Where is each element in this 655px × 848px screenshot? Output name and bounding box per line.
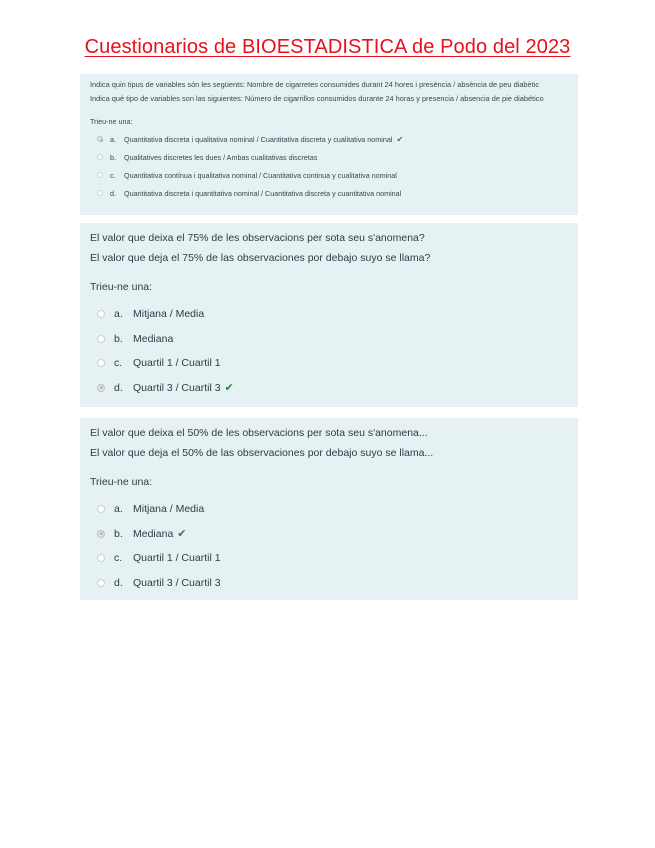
answer-option-a[interactable]	[90, 130, 568, 148]
option-label: Mitjana / Media	[133, 503, 205, 516]
answer-option-c[interactable]	[90, 546, 568, 571]
option-letter: b.	[114, 332, 123, 345]
option-label: Quartil 1 / Cuartil 1	[133, 552, 221, 565]
question-text-catalan: Indica quin tipus de variables són les següents: Nombre de cigarretes consumides durant 24 hores i presència / absència de peu diabètic	[90, 80, 540, 89]
check-icon: ✔	[396, 134, 404, 144]
option-label: Quartil 1 / Cuartil 1	[133, 357, 221, 370]
question-card-3	[80, 418, 578, 600]
option-label: Quantitativa contínua i qualitativa nominal / Cuantitativa continua y cualitativa nominal	[124, 170, 397, 180]
answer-option-b[interactable]	[90, 327, 568, 352]
question-text-spanish: Indica qué tipo de variables son las siguientes: Número de cigarrillos consumidos durante 24 horas y presencia / absencia de pie diabético	[90, 94, 544, 103]
radio-button[interactable]	[97, 384, 105, 392]
option-letter: d.	[114, 381, 123, 394]
question-text-catalan: El valor que deixa el 50% de les observacions per sota seu s'anomena...	[90, 427, 428, 439]
radio-button[interactable]	[97, 154, 103, 160]
check-icon: ✔	[224, 382, 234, 395]
option-letter: b.	[110, 152, 116, 162]
question-card-2	[80, 223, 578, 407]
answer-option-d[interactable]	[90, 376, 568, 401]
answer-option-c[interactable]	[90, 166, 568, 184]
question-text-spanish: El valor que deja el 50% de las observaciones por debajo suyo se llama...	[90, 447, 434, 459]
option-letter: c.	[114, 357, 123, 370]
radio-button[interactable]	[97, 310, 105, 318]
answer-option-a[interactable]	[90, 497, 568, 522]
question-text-spanish: El valor que deja el 75% de las observaciones por debajo suyo se llama?	[90, 252, 431, 264]
option-label: Mitjana / Media	[133, 308, 205, 321]
radio-button[interactable]	[97, 190, 103, 196]
option-label: Qualitatives discretes les dues / Ambas cualitativas discretas	[124, 152, 318, 162]
radio-button[interactable]	[97, 554, 105, 562]
answer-prompt: Trieu-ne una:	[90, 281, 153, 293]
option-letter: a.	[114, 308, 123, 321]
option-label: Quantitativa discreta i qualitativa nominal / Cuantitativa discreta y cualitativa nominal	[124, 134, 393, 144]
answer-prompt: Trieu-ne una:	[90, 117, 133, 126]
question-text-catalan: El valor que deixa el 75% de les observacions per sota seu s'anomena?	[90, 232, 425, 244]
answer-option-c[interactable]	[90, 351, 568, 376]
option-label: Quartil 3 / Cuartil 3	[133, 576, 221, 589]
answer-option-b[interactable]	[90, 522, 568, 547]
option-letter: d.	[110, 188, 116, 198]
option-letter: c.	[114, 552, 123, 565]
answer-option-d[interactable]	[90, 184, 568, 202]
question-card-1	[80, 74, 578, 215]
answer-prompt: Trieu-ne una:	[90, 476, 153, 488]
option-letter: d.	[114, 576, 123, 589]
answer-option-b[interactable]	[90, 148, 568, 166]
option-label: Quartil 3 / Cuartil 3	[133, 381, 221, 394]
radio-button[interactable]	[97, 530, 105, 538]
option-label: Mediana	[133, 332, 174, 345]
option-letter: a.	[114, 503, 123, 516]
radio-button[interactable]	[97, 172, 103, 178]
option-letter: b.	[114, 527, 123, 540]
option-letter: c.	[110, 170, 116, 180]
option-label: Mediana	[133, 527, 174, 540]
document-title: Cuestionarios de BIOESTADISTICA de Podo del 2023	[84, 36, 571, 58]
check-icon: ✔	[177, 528, 187, 541]
answer-option-a[interactable]	[90, 302, 568, 327]
radio-button[interactable]	[97, 335, 105, 343]
radio-button[interactable]	[97, 359, 105, 367]
option-letter: a.	[110, 134, 116, 144]
option-label: Quantitativa discreta i quantitativa nominal / Cuantitativa discreta y cuantitativa nominal	[124, 188, 402, 198]
answer-option-d[interactable]	[90, 571, 568, 596]
radio-button[interactable]	[97, 136, 103, 142]
radio-button[interactable]	[97, 579, 105, 587]
radio-button[interactable]	[97, 505, 105, 513]
